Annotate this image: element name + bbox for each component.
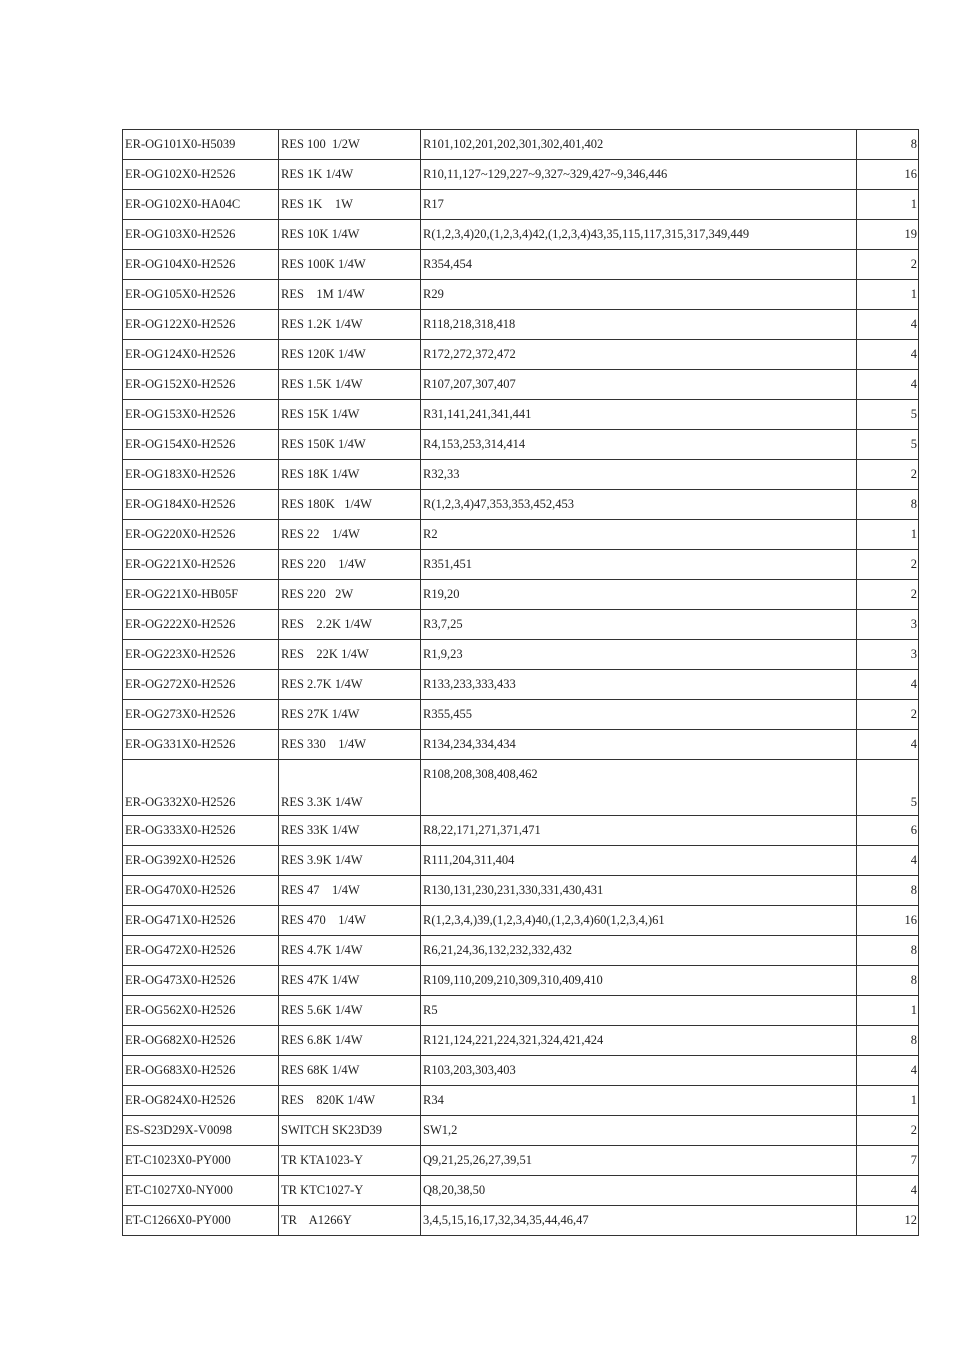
quantity-cell: 19 <box>857 220 919 250</box>
quantity-cell: 1 <box>857 190 919 220</box>
table-row <box>123 640 919 670</box>
quantity-cell: 16 <box>857 160 919 190</box>
part-number-cell: ER-OG122X0-H2526 <box>123 310 279 340</box>
part-number-cell: ER-OG220X0-H2526 <box>123 520 279 550</box>
reference-designators-cell: Q8,20,38,50 <box>421 1176 857 1206</box>
part-number-cell: ER-OG272X0-H2526 <box>123 670 279 700</box>
part-number-cell: ER-OG331X0-H2526 <box>123 730 279 760</box>
description-cell: RES 6.8K 1/4W <box>279 1026 421 1056</box>
table-row <box>123 190 919 220</box>
quantity-cell: 16 <box>857 906 919 936</box>
quantity-cell: 2 <box>857 1116 919 1146</box>
reference-designators-cell: R121,124,221,224,321,324,421,424 <box>421 1026 857 1056</box>
reference-designators-cell: R111,204,311,404 <box>421 846 857 876</box>
part-number-cell: ER-OG184X0-H2526 <box>123 490 279 520</box>
reference-designators-cell: R32,33 <box>421 460 857 490</box>
reference-designators-cell: R19,20 <box>421 580 857 610</box>
description-cell: RES 4.7K 1/4W <box>279 936 421 966</box>
reference-designators-cell: R5 <box>421 996 857 1026</box>
reference-designators-cell: R29 <box>421 280 857 310</box>
description-cell: RES 2.2K 1/4W <box>279 610 421 640</box>
quantity-cell: 2 <box>857 460 919 490</box>
table-row <box>123 1146 919 1176</box>
part-number-cell: ER-OG154X0-H2526 <box>123 430 279 460</box>
part-number-cell: ER-OG473X0-H2526 <box>123 966 279 996</box>
part-number-cell: ER-OG562X0-H2526 <box>123 996 279 1026</box>
description-cell: RES 47K 1/4W <box>279 966 421 996</box>
part-number-cell: ER-OG103X0-H2526 <box>123 220 279 250</box>
quantity-cell: 2 <box>857 700 919 730</box>
description-cell: RES 150K 1/4W <box>279 430 421 460</box>
table-row <box>123 550 919 580</box>
parts-list-table <box>122 129 919 1236</box>
part-number-cell: ER-OG221X0-HB05F <box>123 580 279 610</box>
reference-designators-cell: R130,131,230,231,330,331,430,431 <box>421 876 857 906</box>
reference-designators-cell: R101,102,201,202,301,302,401,402 <box>421 130 857 160</box>
quantity-cell: 7 <box>857 1146 919 1176</box>
description-cell: RES 120K 1/4W <box>279 340 421 370</box>
table-row <box>123 876 919 906</box>
reference-designators-cell: R(1,2,3,4)20,(1,2,3,4)42,(1,2,3,4)43,35,115,117,315,317,349,449 <box>421 220 857 250</box>
description-cell: TR KTA1023-Y <box>279 1146 421 1176</box>
description-cell: RES 2.7K 1/4W <box>279 670 421 700</box>
table-row <box>123 250 919 280</box>
quantity-cell: 4 <box>857 370 919 400</box>
part-number-cell: ES-S23D29X-V0098 <box>123 1116 279 1146</box>
table-row <box>123 1206 919 1236</box>
reference-designators-cell: R109,110,209,210,309,310,409,410 <box>421 966 857 996</box>
quantity-cell: 2 <box>857 580 919 610</box>
table-row <box>123 816 919 846</box>
table-row <box>123 1176 919 1206</box>
table-row <box>123 1056 919 1086</box>
part-number-cell: ER-OG102X0-H2526 <box>123 160 279 190</box>
description-cell: RES 470 1/4W <box>279 906 421 936</box>
part-number-cell: ER-OG682X0-H2526 <box>123 1026 279 1056</box>
table-row <box>123 340 919 370</box>
part-number-cell: ER-OG183X0-H2526 <box>123 460 279 490</box>
quantity-cell: 8 <box>857 130 919 160</box>
quantity-cell: 5 <box>857 430 919 460</box>
description-cell: RES 68K 1/4W <box>279 1056 421 1086</box>
quantity-cell: 3 <box>857 610 919 640</box>
part-number-cell: ER-OG152X0-H2526 <box>123 370 279 400</box>
quantity-cell: 3 <box>857 640 919 670</box>
quantity-cell: 4 <box>857 1176 919 1206</box>
table-row <box>123 430 919 460</box>
reference-designators-cell: R354,454 <box>421 250 857 280</box>
description-cell: RES 220 1/4W <box>279 550 421 580</box>
quantity-cell: 2 <box>857 550 919 580</box>
quantity-cell: 4 <box>857 846 919 876</box>
table-row <box>123 130 919 160</box>
description-cell: RES 22 1/4W <box>279 520 421 550</box>
reference-designators-cell: R34 <box>421 1086 857 1116</box>
description-cell: RES 47 1/4W <box>279 876 421 906</box>
quantity-cell: 8 <box>857 876 919 906</box>
reference-designators-cell: R(1,2,3,4)47,353,353,452,453 <box>421 490 857 520</box>
reference-designators-cell: R351,451 <box>421 550 857 580</box>
description-cell: RES 3.3K 1/4W <box>279 760 421 816</box>
table-row <box>123 1116 919 1146</box>
table-row <box>123 610 919 640</box>
part-number-cell: ER-OG153X0-H2526 <box>123 400 279 430</box>
quantity-cell: 8 <box>857 1026 919 1056</box>
part-number-cell: ER-OG392X0-H2526 <box>123 846 279 876</box>
table-row <box>123 580 919 610</box>
description-cell: RES 33K 1/4W <box>279 816 421 846</box>
reference-designators-cell: R1,9,23 <box>421 640 857 670</box>
reference-designators-cell: 3,4,5,15,16,17,32,34,35,44,46,47 <box>421 1206 857 1236</box>
table-row <box>123 460 919 490</box>
description-cell: RES 1M 1/4W <box>279 280 421 310</box>
part-number-cell: ER-OG105X0-H2526 <box>123 280 279 310</box>
description-cell: SWITCH SK23D39 <box>279 1116 421 1146</box>
table-row <box>123 370 919 400</box>
table-row <box>123 730 919 760</box>
quantity-cell: 5 <box>857 760 919 816</box>
reference-designators-cell: R133,233,333,433 <box>421 670 857 700</box>
quantity-cell: 1 <box>857 520 919 550</box>
table-row <box>123 760 919 816</box>
part-number-cell: ER-OG221X0-H2526 <box>123 550 279 580</box>
table-row <box>123 936 919 966</box>
table-row <box>123 220 919 250</box>
table-row <box>123 490 919 520</box>
description-cell: RES 27K 1/4W <box>279 700 421 730</box>
reference-designators-cell: R17 <box>421 190 857 220</box>
part-number-cell: ET-C1023X0-PY000 <box>123 1146 279 1176</box>
part-number-cell: ER-OG273X0-H2526 <box>123 700 279 730</box>
part-number-cell: ER-OG222X0-H2526 <box>123 610 279 640</box>
quantity-cell: 4 <box>857 310 919 340</box>
part-number-cell: ER-OG333X0-H2526 <box>123 816 279 846</box>
table-row <box>123 670 919 700</box>
parts-list-body <box>123 130 919 1236</box>
part-number-cell: ER-OG102X0-HA04C <box>123 190 279 220</box>
part-number-cell: ER-OG124X0-H2526 <box>123 340 279 370</box>
part-number-cell: ER-OG104X0-H2526 <box>123 250 279 280</box>
reference-designators-cell: R3,7,25 <box>421 610 857 640</box>
quantity-cell: 5 <box>857 400 919 430</box>
table-row <box>123 966 919 996</box>
reference-designators-cell: R172,272,372,472 <box>421 340 857 370</box>
quantity-cell: 4 <box>857 340 919 370</box>
reference-designators-cell: R31,141,241,341,441 <box>421 400 857 430</box>
reference-designators-cell: R6,21,24,36,132,232,332,432 <box>421 936 857 966</box>
description-cell: RES 220 2W <box>279 580 421 610</box>
description-cell: RES 330 1/4W <box>279 730 421 760</box>
reference-designators-cell: R118,218,318,418 <box>421 310 857 340</box>
table-row <box>123 160 919 190</box>
description-cell: RES 1K 1W <box>279 190 421 220</box>
description-cell: RES 1K 1/4W <box>279 160 421 190</box>
description-cell: TR KTC1027-Y <box>279 1176 421 1206</box>
part-number-cell: ET-C1266X0-PY000 <box>123 1206 279 1236</box>
reference-designators-cell: Q9,21,25,26,27,39,51 <box>421 1146 857 1176</box>
reference-designators-cell: R10,11,127~129,227~9,327~329,427~9,346,446 <box>421 160 857 190</box>
part-number-cell: ER-OG472X0-H2526 <box>123 936 279 966</box>
reference-designators-cell: R355,455 <box>421 700 857 730</box>
quantity-cell: 2 <box>857 250 919 280</box>
quantity-cell: 1 <box>857 996 919 1026</box>
quantity-cell: 8 <box>857 490 919 520</box>
table-row <box>123 280 919 310</box>
description-cell: RES 820K 1/4W <box>279 1086 421 1116</box>
part-number-cell: ER-OG824X0-H2526 <box>123 1086 279 1116</box>
part-number-cell: ER-OG101X0-H5039 <box>123 130 279 160</box>
description-cell: RES 3.9K 1/4W <box>279 846 421 876</box>
reference-designators-cell: R(1,2,3,4,)39,(1,2,3,4)40,(1,2,3,4)60(1,2,3,4,)61 <box>421 906 857 936</box>
table-row <box>123 906 919 936</box>
reference-designators-cell: R103,203,303,403 <box>421 1056 857 1086</box>
part-number-cell: ER-OG223X0-H2526 <box>123 640 279 670</box>
quantity-cell: 12 <box>857 1206 919 1236</box>
quantity-cell: 4 <box>857 1056 919 1086</box>
reference-designators-cell: R107,207,307,407 <box>421 370 857 400</box>
quantity-cell: 4 <box>857 730 919 760</box>
reference-designators-cell: R108,208,308,408,462 <box>421 760 857 816</box>
description-cell: RES 15K 1/4W <box>279 400 421 430</box>
description-cell: RES 10K 1/4W <box>279 220 421 250</box>
reference-designators-cell: R134,234,334,434 <box>421 730 857 760</box>
reference-designators-cell: R8,22,171,271,371,471 <box>421 816 857 846</box>
table-row <box>123 520 919 550</box>
table-row <box>123 1026 919 1056</box>
quantity-cell: 1 <box>857 280 919 310</box>
quantity-cell: 1 <box>857 1086 919 1116</box>
quantity-cell: 6 <box>857 816 919 846</box>
description-cell: TR A1266Y <box>279 1206 421 1236</box>
table-row <box>123 700 919 730</box>
part-number-cell: ER-OG332X0-H2526 <box>123 760 279 816</box>
quantity-cell: 8 <box>857 936 919 966</box>
table-row <box>123 400 919 430</box>
table-row <box>123 846 919 876</box>
description-cell: RES 1.2K 1/4W <box>279 310 421 340</box>
quantity-cell: 8 <box>857 966 919 996</box>
part-number-cell: ER-OG683X0-H2526 <box>123 1056 279 1086</box>
description-cell: RES 100K 1/4W <box>279 250 421 280</box>
reference-designators-cell: SW1,2 <box>421 1116 857 1146</box>
part-number-cell: ET-C1027X0-NY000 <box>123 1176 279 1206</box>
description-cell: RES 1.5K 1/4W <box>279 370 421 400</box>
description-cell: RES 5.6K 1/4W <box>279 996 421 1026</box>
description-cell: RES 18K 1/4W <box>279 460 421 490</box>
table-row <box>123 1086 919 1116</box>
table-row <box>123 996 919 1026</box>
reference-designators-cell: R2 <box>421 520 857 550</box>
part-number-cell: ER-OG470X0-H2526 <box>123 876 279 906</box>
description-cell: RES 100 1/2W <box>279 130 421 160</box>
reference-designators-cell: R4,153,253,314,414 <box>421 430 857 460</box>
quantity-cell: 4 <box>857 670 919 700</box>
description-cell: RES 180K 1/4W <box>279 490 421 520</box>
part-number-cell: ER-OG471X0-H2526 <box>123 906 279 936</box>
description-cell: RES 22K 1/4W <box>279 640 421 670</box>
table-row <box>123 310 919 340</box>
